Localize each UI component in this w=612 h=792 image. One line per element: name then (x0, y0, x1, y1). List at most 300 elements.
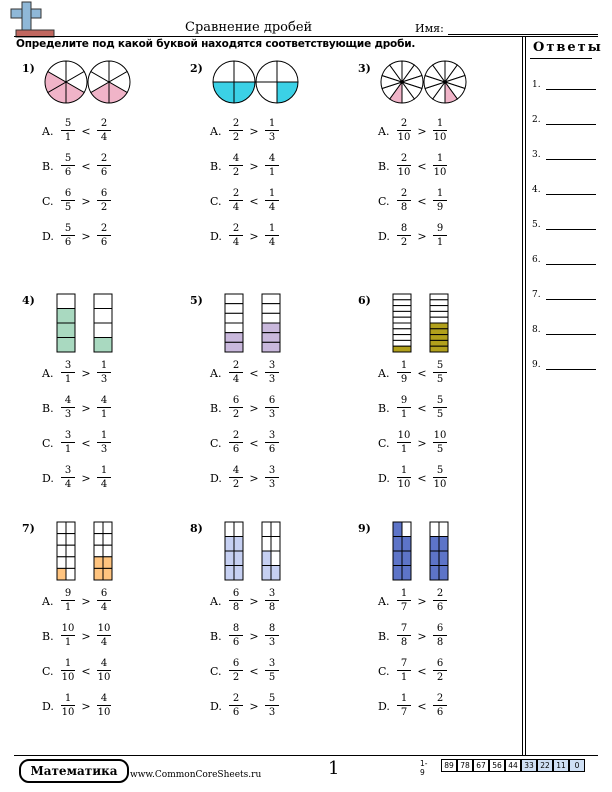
answer-option[interactable] (42, 394, 142, 424)
numerator: 4 (232, 465, 240, 476)
denominator: 8 (268, 602, 276, 613)
option-letter: B. (42, 160, 54, 173)
answer-option[interactable] (210, 394, 310, 424)
grid-cell (234, 551, 243, 566)
numerator: 9 (436, 223, 444, 234)
grid-cell (94, 522, 103, 534)
name-label: Имя: (415, 22, 444, 35)
option-letter: B. (42, 630, 54, 643)
answers-title-rule (530, 58, 592, 59)
right-fraction (262, 587, 282, 614)
problem-number: 2) (190, 62, 203, 75)
grid-cell (66, 568, 75, 580)
comparison-sign: > (417, 630, 427, 643)
problem-number: 8) (190, 522, 203, 535)
right-fraction (262, 359, 282, 386)
denominator: 3 (268, 374, 276, 385)
numerator: 5 (268, 693, 276, 704)
score-cell: 22 (537, 759, 553, 772)
bar-cell (262, 323, 280, 333)
left-fraction (226, 117, 246, 144)
comparison-sign: < (417, 665, 427, 678)
problem-number: 1) (22, 62, 35, 75)
left-fraction (58, 152, 78, 179)
numerator: 7 (400, 623, 408, 634)
numerator: 6 (232, 395, 240, 406)
comparison-sign: < (81, 160, 91, 173)
answer-option[interactable] (42, 587, 142, 617)
score-cell: 78 (457, 759, 473, 772)
grid-cell (402, 566, 411, 581)
bar-cell (393, 294, 411, 300)
comparison-sign: > (249, 595, 259, 608)
answer-row[interactable] (532, 255, 541, 265)
problem-number: 6) (358, 294, 371, 307)
bar-cell (393, 335, 411, 341)
denominator: 6 (232, 637, 240, 648)
grid-cell (66, 545, 75, 557)
denominator: 7 (400, 707, 408, 718)
numerator: 3 (268, 430, 276, 441)
denominator: 3 (100, 374, 108, 385)
option-letter: A. (210, 367, 222, 380)
answer-option[interactable] (42, 187, 142, 217)
answer-number: 4. (532, 185, 541, 195)
answer-option[interactable] (378, 152, 478, 182)
comparison-sign: > (249, 630, 259, 643)
answer-line[interactable] (546, 264, 596, 265)
option-letter: B. (210, 402, 222, 415)
denominator: 5 (64, 202, 72, 213)
left-fraction (394, 429, 414, 456)
right-fraction (262, 622, 282, 649)
footer-logo: Математика (19, 759, 129, 783)
denominator: 4 (268, 237, 276, 248)
denominator: 1 (100, 409, 108, 420)
answer-option[interactable] (378, 464, 478, 494)
comparison-sign: > (81, 367, 91, 380)
option-letter: A. (42, 367, 54, 380)
numerator: 1 (400, 693, 408, 704)
bar-cell (393, 346, 411, 352)
grid-cell (57, 568, 66, 580)
denominator: 4 (100, 637, 108, 648)
problem-number: 3) (358, 62, 371, 75)
answer-option[interactable] (210, 464, 310, 494)
grid-cell (439, 522, 448, 537)
denominator: 6 (436, 602, 444, 613)
bar-cell (94, 309, 112, 324)
answer-option[interactable] (210, 187, 310, 217)
bar-cell (262, 313, 280, 323)
answer-option[interactable] (42, 117, 142, 147)
grid-cell (66, 557, 75, 569)
fraction-model (210, 520, 310, 590)
right-fraction (430, 152, 450, 179)
right-fraction (94, 692, 114, 719)
bar-cell (430, 294, 448, 300)
grid-cell (57, 557, 66, 569)
numerator: 3 (268, 360, 276, 371)
option-letter: D. (378, 230, 390, 243)
right-fraction (94, 359, 114, 386)
right-fraction (94, 187, 114, 214)
denominator: 6 (268, 444, 276, 455)
answer-option[interactable] (210, 359, 310, 389)
grid-cell (103, 534, 112, 546)
page-number: 1 (328, 758, 340, 779)
left-fraction (394, 657, 414, 684)
denominator: 2 (232, 132, 240, 143)
option-letter: D. (42, 700, 54, 713)
bar-cell (57, 323, 75, 338)
denominator: 6 (100, 237, 108, 248)
answer-number: 5. (532, 220, 541, 230)
score-cell: 89 (441, 759, 457, 772)
denominator: 10 (397, 167, 411, 178)
answer-row[interactable] (532, 290, 541, 300)
numerator: 6 (232, 588, 240, 599)
answer-number: 1. (532, 80, 541, 90)
grid-cell (262, 551, 271, 566)
answer-option[interactable] (210, 117, 310, 147)
denominator: 3 (100, 444, 108, 455)
comparison-sign: > (249, 700, 259, 713)
denominator: 9 (436, 202, 444, 213)
denominator: 6 (64, 167, 72, 178)
answer-row[interactable] (532, 150, 541, 160)
score-cell: 67 (473, 759, 489, 772)
website-link[interactable]: www.CommonCoreSheets.ru (130, 770, 262, 780)
denominator: 2 (232, 672, 240, 683)
grid-cell (103, 522, 112, 534)
numerator: 4 (232, 153, 240, 164)
numerator: 1 (100, 360, 108, 371)
score-cell: 11 (553, 759, 569, 772)
answer-option[interactable] (378, 187, 478, 217)
numerator: 2 (400, 153, 408, 164)
grid-cell (402, 522, 411, 537)
instructions: Определите под какой буквой находятся соответствующие дроби. (16, 38, 416, 50)
comparison-sign: > (417, 437, 427, 450)
denominator: 5 (436, 444, 444, 455)
comparison-sign: < (81, 665, 91, 678)
numerator: 2 (232, 223, 240, 234)
left-fraction (394, 187, 414, 214)
option-letter: B. (210, 160, 222, 173)
answer-option[interactable] (378, 622, 478, 652)
answer-option[interactable] (378, 692, 478, 722)
comparison-sign: > (417, 230, 427, 243)
numerator: 2 (232, 118, 240, 129)
left-fraction (394, 622, 414, 649)
numerator: 10 (433, 430, 447, 441)
bar-cell (430, 300, 448, 306)
left-fraction (394, 587, 414, 614)
denominator: 8 (232, 602, 240, 613)
answer-row[interactable] (532, 220, 541, 230)
numerator: 6 (436, 658, 444, 669)
answer-option[interactable] (210, 692, 310, 722)
denominator: 10 (433, 167, 447, 178)
header-rule (14, 36, 598, 37)
denominator: 9 (400, 374, 408, 385)
left-fraction (58, 222, 78, 249)
answer-line[interactable] (546, 89, 596, 90)
grid-cell (57, 522, 66, 534)
answer-option[interactable] (42, 429, 142, 459)
right-fraction (430, 117, 450, 144)
right-fraction (430, 464, 450, 491)
comparison-sign: < (249, 437, 259, 450)
grid-cell (225, 551, 234, 566)
denominator: 1 (400, 409, 408, 420)
denominator: 10 (61, 707, 75, 718)
comparison-sign: < (417, 472, 427, 485)
numerator: 2 (232, 188, 240, 199)
answer-option[interactable] (210, 429, 310, 459)
answer-option[interactable] (42, 657, 142, 687)
denominator: 3 (64, 409, 72, 420)
left-fraction (394, 692, 414, 719)
right-fraction (262, 222, 282, 249)
answer-option[interactable] (378, 222, 478, 252)
comparison-sign: < (417, 160, 427, 173)
answer-line[interactable] (546, 369, 596, 370)
right-fraction (430, 222, 450, 249)
bar-cell (225, 313, 243, 323)
denominator: 8 (400, 202, 408, 213)
problem-number: 4) (22, 294, 35, 307)
grid-cell (393, 537, 402, 552)
bar-cell (262, 333, 280, 343)
bar-cell (225, 342, 243, 352)
numerator: 3 (268, 465, 276, 476)
numerator: 6 (268, 395, 276, 406)
comparison-sign: < (417, 195, 427, 208)
denominator: 10 (61, 672, 75, 683)
numerator: 6 (64, 188, 72, 199)
numerator: 2 (232, 693, 240, 704)
answer-option[interactable] (42, 222, 142, 252)
left-fraction (226, 222, 246, 249)
right-fraction (94, 464, 114, 491)
comparison-sign: > (81, 195, 91, 208)
comparison-sign: > (81, 230, 91, 243)
option-letter: A. (378, 125, 390, 138)
denominator: 3 (268, 479, 276, 490)
denominator: 1 (64, 444, 72, 455)
answer-option[interactable] (210, 622, 310, 652)
left-fraction (226, 394, 246, 421)
grid-cell (262, 537, 271, 552)
pie-slice (277, 82, 298, 103)
answer-row[interactable] (532, 115, 541, 125)
grid-cell (271, 566, 280, 581)
numerator: 4 (100, 395, 108, 406)
grid-cell (439, 551, 448, 566)
bar-cell (393, 311, 411, 317)
denominator: 1 (400, 672, 408, 683)
denominator: 1 (64, 602, 72, 613)
numerator: 5 (64, 223, 72, 234)
comparison-sign: > (417, 125, 427, 138)
option-letter: B. (378, 402, 390, 415)
grid-cell (57, 545, 66, 557)
option-letter: C. (42, 195, 54, 208)
option-letter: D. (42, 472, 54, 485)
denominator: 4 (268, 202, 276, 213)
answer-line[interactable] (546, 159, 596, 160)
numerator: 1 (400, 588, 408, 599)
right-fraction (430, 394, 450, 421)
right-fraction (262, 394, 282, 421)
answers-divider-2 (525, 36, 526, 756)
denominator: 7 (400, 602, 408, 613)
answer-line[interactable] (546, 334, 596, 335)
bar-cell (393, 329, 411, 335)
numerator: 3 (64, 465, 72, 476)
answer-option[interactable] (378, 657, 478, 687)
bar-cell (57, 338, 75, 353)
comparison-sign: > (249, 160, 259, 173)
numerator: 5 (64, 153, 72, 164)
right-fraction (430, 657, 450, 684)
answer-option[interactable] (42, 692, 142, 722)
right-fraction (94, 394, 114, 421)
comparison-sign: < (81, 125, 91, 138)
right-fraction (262, 429, 282, 456)
denominator: 1 (268, 167, 276, 178)
right-fraction (430, 622, 450, 649)
denominator: 6 (100, 167, 108, 178)
left-fraction (58, 429, 78, 456)
logo-plus-icon (2, 2, 62, 38)
comparison-sign: > (417, 595, 427, 608)
numerator: 2 (100, 223, 108, 234)
answer-line[interactable] (546, 299, 596, 300)
left-fraction (226, 692, 246, 719)
answer-option[interactable] (210, 222, 310, 252)
left-fraction (58, 117, 78, 144)
answer-option[interactable] (42, 464, 142, 494)
denominator: 3 (268, 409, 276, 420)
bar-cell (430, 346, 448, 352)
comparison-sign: < (249, 367, 259, 380)
answer-number: 2. (532, 115, 541, 125)
bar-cell (225, 333, 243, 343)
grid-cell (57, 534, 66, 546)
answer-option[interactable] (378, 117, 478, 147)
denominator: 2 (232, 409, 240, 420)
comparison-sign: > (249, 125, 259, 138)
option-letter: B. (210, 630, 222, 643)
comparison-sign: > (249, 472, 259, 485)
denominator: 4 (232, 202, 240, 213)
denominator: 10 (397, 132, 411, 143)
answer-option[interactable] (210, 587, 310, 617)
bar-cell (262, 342, 280, 352)
denominator: 8 (436, 637, 444, 648)
numerator: 1 (436, 188, 444, 199)
option-letter: B. (378, 160, 390, 173)
grid-cell (271, 522, 280, 537)
option-letter: A. (210, 595, 222, 608)
answers-title: Ответы (533, 40, 603, 55)
answer-option[interactable] (42, 152, 142, 182)
left-fraction (58, 657, 78, 684)
denominator: 6 (232, 444, 240, 455)
answer-option[interactable] (42, 622, 142, 652)
answer-option[interactable] (42, 359, 142, 389)
bar-cell (225, 304, 243, 314)
answer-option[interactable] (378, 359, 478, 389)
numerator: 6 (436, 623, 444, 634)
comparison-sign: > (81, 700, 91, 713)
denominator: 2 (232, 479, 240, 490)
answer-row[interactable] (532, 360, 541, 370)
numerator: 9 (400, 395, 408, 406)
problem-number: 9) (358, 522, 371, 535)
answer-line[interactable] (546, 124, 596, 125)
right-fraction (430, 187, 450, 214)
answer-option[interactable] (378, 394, 478, 424)
answer-line[interactable] (546, 229, 596, 230)
score-cell: 0 (569, 759, 585, 772)
answer-row[interactable] (532, 325, 541, 335)
bar-cell (57, 309, 75, 324)
option-letter: B. (378, 630, 390, 643)
numerator: 7 (400, 658, 408, 669)
numerator: 2 (100, 118, 108, 129)
pie-slice (234, 82, 255, 103)
right-fraction (262, 117, 282, 144)
denominator: 10 (97, 672, 111, 683)
bar-cell (430, 311, 448, 317)
numerator: 2 (400, 188, 408, 199)
answer-option[interactable] (378, 587, 478, 617)
numerator: 9 (64, 588, 72, 599)
denominator: 1 (436, 237, 444, 248)
grid-cell (66, 534, 75, 546)
grid-cell (402, 551, 411, 566)
answer-row[interactable] (532, 80, 541, 90)
bar-cell (225, 323, 243, 333)
comparison-sign: > (249, 230, 259, 243)
answer-option[interactable] (210, 657, 310, 687)
problem-number: 5) (190, 294, 203, 307)
grid-cell (271, 537, 280, 552)
fraction-model (210, 292, 310, 362)
left-fraction (58, 187, 78, 214)
answer-line[interactable] (546, 194, 596, 195)
comparison-sign: > (81, 630, 91, 643)
answer-option[interactable] (210, 152, 310, 182)
answer-number: 9. (532, 360, 541, 370)
answer-row[interactable] (532, 185, 541, 195)
denominator: 4 (100, 602, 108, 613)
option-letter: D. (210, 472, 222, 485)
grid-cell (103, 545, 112, 557)
numerator: 3 (64, 360, 72, 371)
answer-option[interactable] (378, 429, 478, 459)
numerator: 10 (397, 430, 411, 441)
left-fraction (226, 359, 246, 386)
denominator: 3 (268, 637, 276, 648)
grid-cell (430, 551, 439, 566)
comparison-sign: > (81, 595, 91, 608)
numerator: 1 (64, 658, 72, 669)
